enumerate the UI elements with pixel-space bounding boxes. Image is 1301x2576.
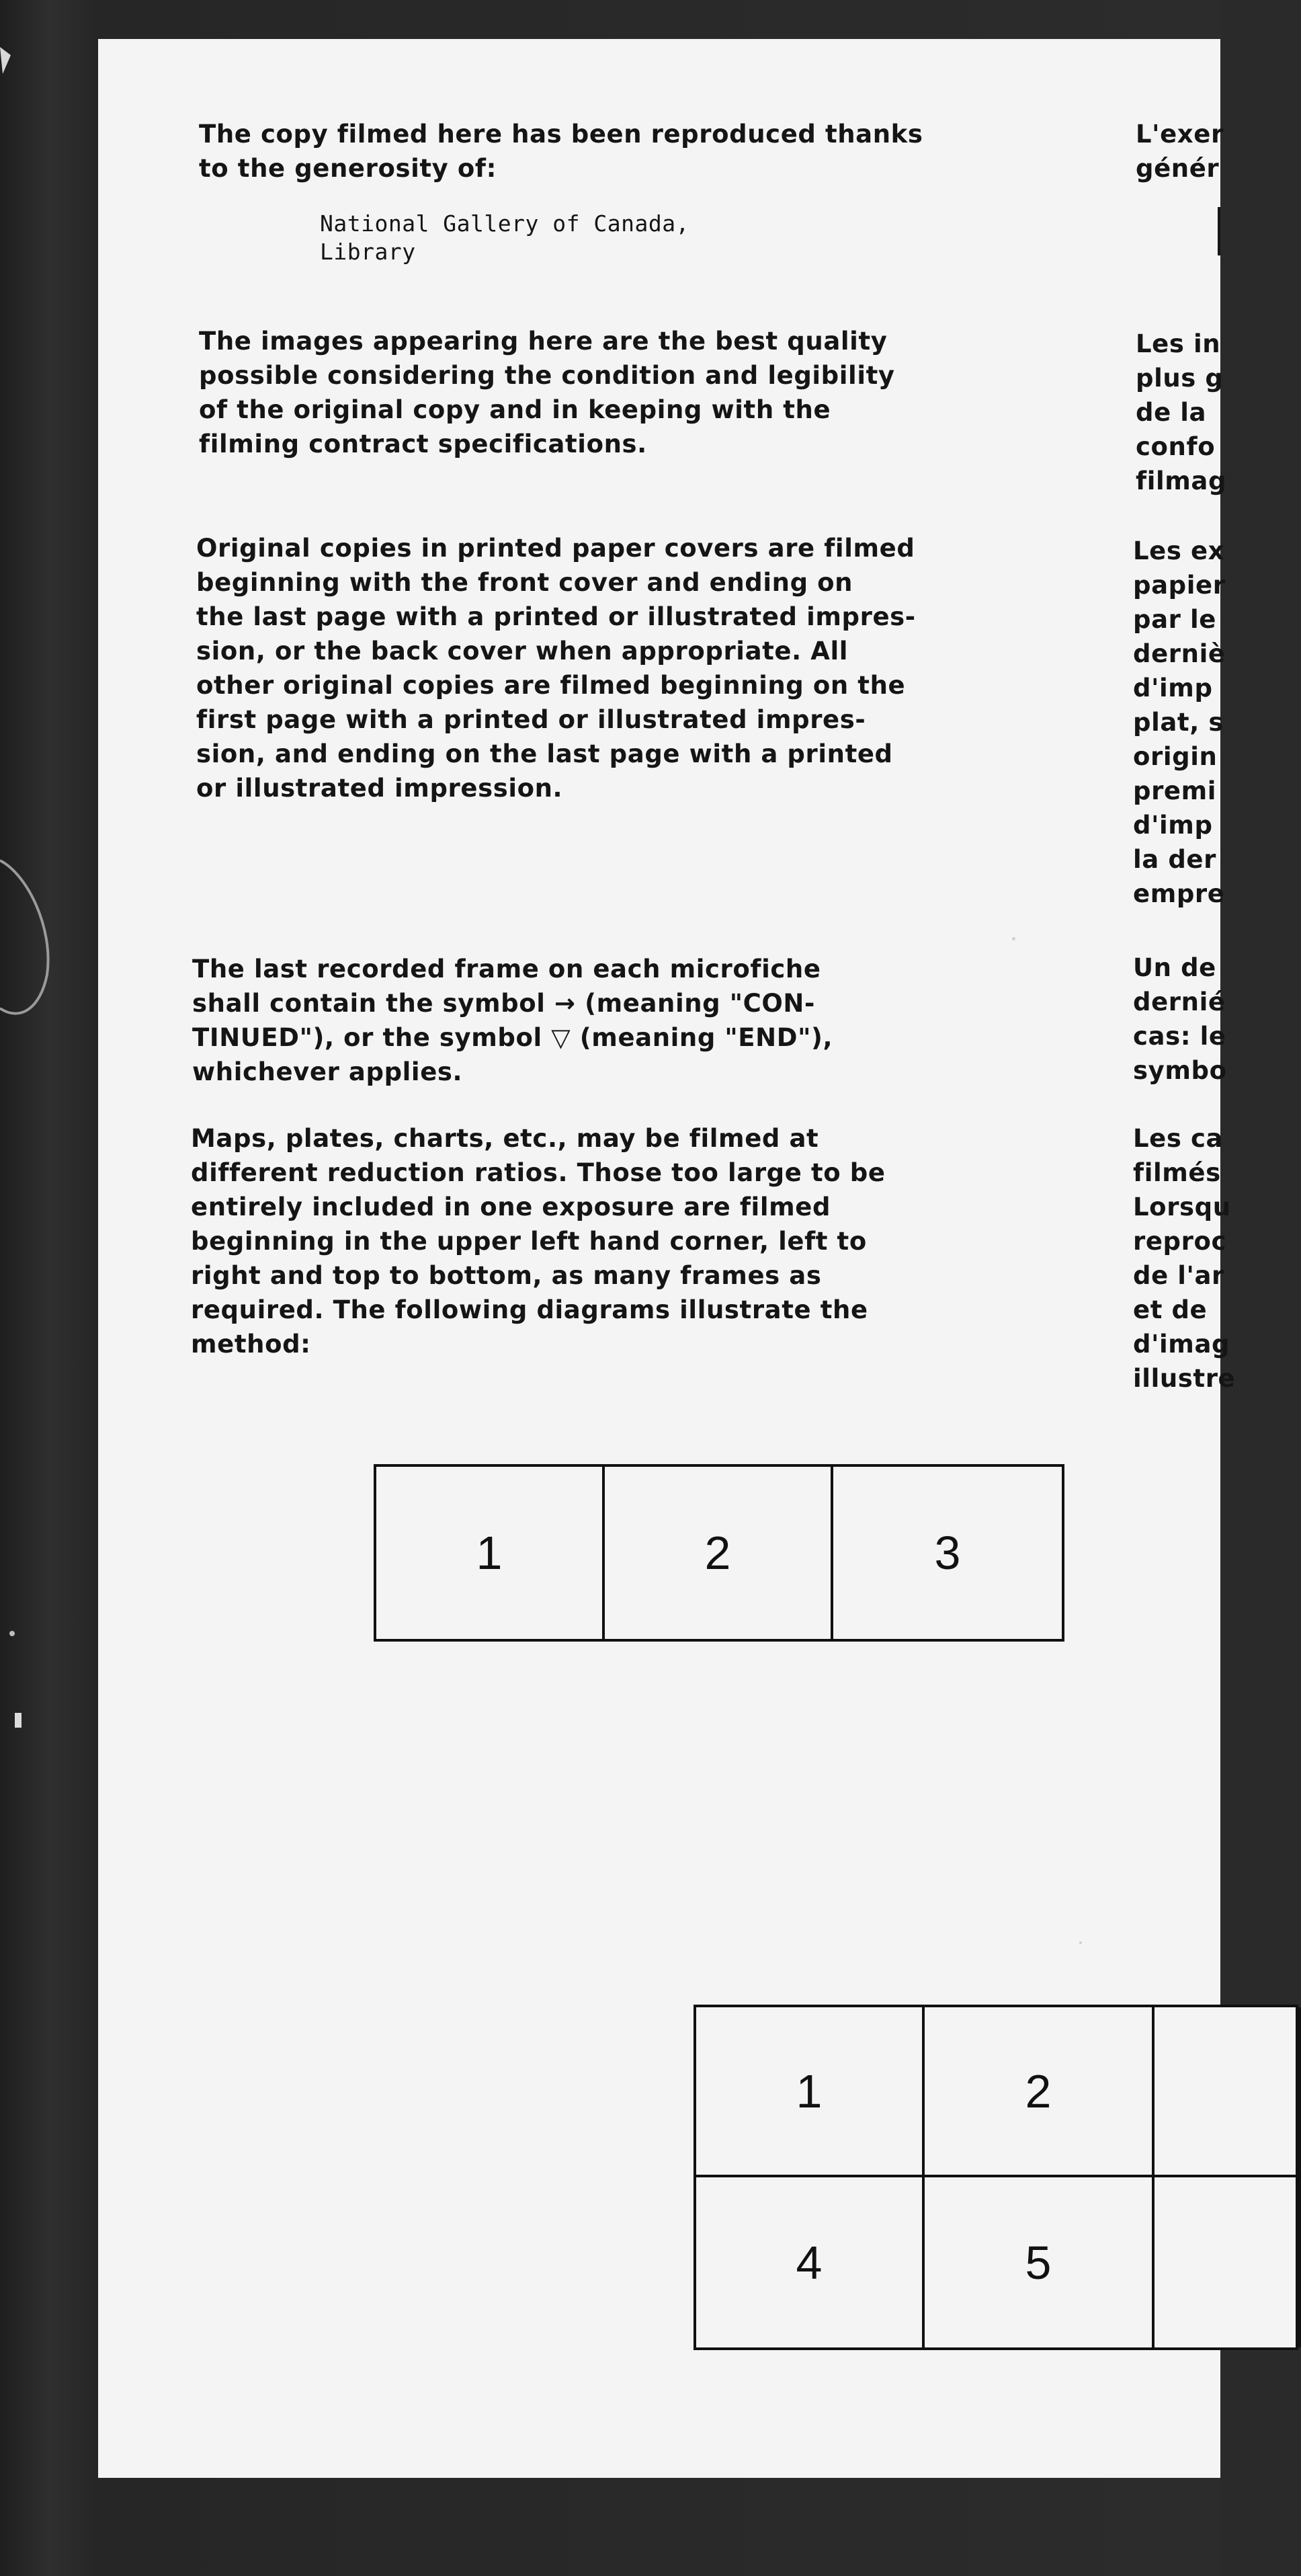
frame-cell: 2 <box>925 2007 1155 2177</box>
text-line: The images appearing here are the best quality <box>199 327 888 356</box>
text-line: different reduction ratios. Those too large to be <box>191 1158 886 1187</box>
text-line: confo <box>1136 432 1216 461</box>
text-line: National Gallery of Canada, <box>320 210 689 237</box>
text-line: method: <box>191 1330 311 1359</box>
french-originals-paragraph <box>1133 534 1226 911</box>
text-line: d'imp <box>1133 811 1213 840</box>
frame-cell: 2 <box>605 1467 833 1639</box>
frame-cell: 1 <box>696 2007 925 2177</box>
french-maps-paragraph <box>1133 1121 1235 1396</box>
text-line: reproc <box>1133 1227 1227 1256</box>
text-line: shall contain the symbol → (meaning "CON- <box>192 989 815 1018</box>
film-edge-mark <box>15 1713 22 1728</box>
frame-order-strip-diagram <box>374 1464 1064 1642</box>
text-line: derniè <box>1133 639 1226 668</box>
text-line: Les ex <box>1133 536 1225 565</box>
text-line: empre <box>1133 879 1225 908</box>
originals-paragraph <box>196 531 916 805</box>
text-line: required. The following diagrams illustrate the <box>191 1295 868 1324</box>
text-line: de l'ar <box>1133 1261 1224 1290</box>
frame-cell <box>1155 2177 1301 2347</box>
frame-cell: 1 <box>376 1467 605 1639</box>
text-line: cas: le <box>1133 1022 1226 1051</box>
text-line: beginning in the upper left hand corner, left to <box>191 1227 867 1256</box>
frame-cell: 4 <box>696 2177 925 2347</box>
dust-speck <box>1079 1941 1082 1944</box>
frame-cell: 5 <box>925 2177 1155 2347</box>
text-line: Les ca <box>1133 1124 1224 1153</box>
french-credit-intro <box>1136 117 1224 186</box>
text-line: de la <box>1136 398 1207 427</box>
dust-speck <box>9 1631 15 1636</box>
frame-cell <box>1155 2007 1301 2177</box>
text-line: Library <box>320 239 416 265</box>
french-symbols-paragraph <box>1133 951 1227 1088</box>
text-line: other original copies are filmed beginning on the <box>196 671 906 700</box>
text-line: plat, s <box>1133 708 1224 737</box>
text-line: papier <box>1133 571 1226 600</box>
text-line: sion, or the back cover when appropriate. All <box>196 637 849 666</box>
symbols-paragraph <box>192 952 833 1089</box>
text-line: la der <box>1133 845 1216 874</box>
text-line: d'imp <box>1133 674 1213 702</box>
text-line: par le <box>1133 605 1216 634</box>
text-line: or illustrated impression. <box>196 774 563 803</box>
french-quality-paragraph <box>1136 327 1226 498</box>
text-line: génér <box>1136 154 1220 183</box>
text-line: filming contract specifications. <box>199 430 647 458</box>
text-line: the last page with a printed or illustrated impres- <box>196 602 916 631</box>
text-line: Original copies in printed paper covers are filmed <box>196 534 915 563</box>
institution-name <box>320 210 689 266</box>
text-line: sion, and ending on the last page with a printed <box>196 739 893 768</box>
text-line: TINUED"), or the symbol ▽ (meaning "END"), <box>192 1023 833 1052</box>
text-line: beginning with the front cover and ending on <box>196 568 853 597</box>
frame-order-grid-diagram <box>694 2005 1298 2350</box>
text-line: whichever applies. <box>192 1057 463 1086</box>
dust-speck <box>1012 937 1015 940</box>
credit-intro <box>199 117 923 186</box>
text-line: d'imag <box>1133 1330 1230 1359</box>
text-line: of the original copy and in keeping with the <box>199 395 831 424</box>
text-line: filmés <box>1133 1158 1221 1187</box>
text-line: filmag <box>1136 467 1227 495</box>
text-line: et de <box>1133 1295 1208 1324</box>
scan-margin-artifacts <box>0 0 98 2576</box>
text-line: The last recorded frame on each microfiche <box>192 955 821 983</box>
text-line: L'exer <box>1136 120 1224 149</box>
text-line: to the generosity of: <box>199 154 497 183</box>
text-line: Lorsqu <box>1133 1193 1231 1221</box>
text-line: premi <box>1133 776 1217 805</box>
microfiche-target-page <box>98 39 1236 2478</box>
quality-paragraph <box>199 324 895 461</box>
frame-cell: 3 <box>934 1527 961 1579</box>
text-line: entirely included in one exposure are filmed <box>191 1193 831 1221</box>
text-line: origin <box>1133 742 1218 771</box>
text-line: first page with a printed or illustrated impres- <box>196 705 866 734</box>
text-line: possible considering the condition and legibility <box>199 361 895 390</box>
text-line: right and top to bottom, as many frames as <box>191 1261 822 1290</box>
text-line: Les in <box>1136 329 1221 358</box>
film-curl-mark <box>0 860 48 1014</box>
film-edge-mark <box>0 47 11 74</box>
text-line: Maps, plates, charts, etc., may be filmed at <box>191 1124 819 1153</box>
text-line: Un de <box>1133 953 1216 982</box>
text-line: dernié <box>1133 988 1226 1016</box>
text-line: illustre <box>1133 1364 1236 1393</box>
text-line: The copy filmed here has been reproduced thanks <box>199 120 923 149</box>
text-line: symbo <box>1133 1056 1227 1085</box>
text-line: plus g <box>1136 364 1224 393</box>
cropped-text-fragment <box>1218 207 1220 255</box>
maps-paragraph <box>191 1121 886 1361</box>
